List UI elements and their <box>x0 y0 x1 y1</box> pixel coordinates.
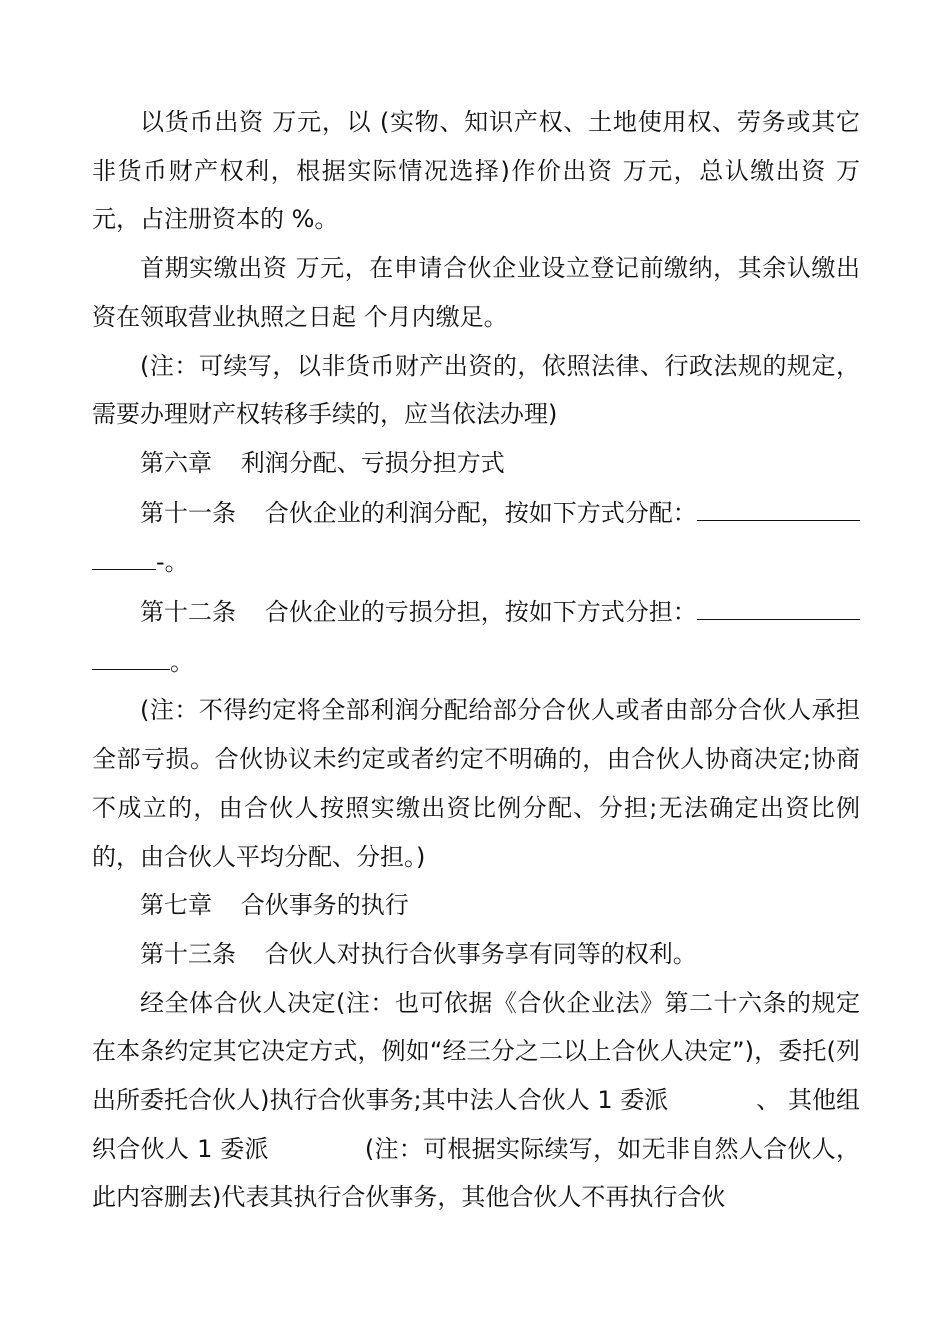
delegation-text-a: 经全体合伙人决定(注：也可依据《合伙企业法》第二十六条的规定在本条约定其它决定方式，例如“经三分之二以上合伙人决定”)，委托(列出所委托合伙人)执行合伙事务;其中法人合伙人 1 委派 <box>92 988 860 1115</box>
chapter-7-title: 合伙事务的执行 <box>240 891 409 920</box>
article-13 <box>92 930 860 979</box>
chapter-6-heading <box>92 439 860 488</box>
article-12-blank-line <box>697 587 860 620</box>
paragraph-delegation <box>92 979 860 1223</box>
chapter-6-title: 利润分配、亏损分担方式 <box>240 448 505 477</box>
article-12-number: 第十二条 <box>140 598 236 627</box>
delegation-text-c: 其他组织合伙人 1 委派 <box>92 1086 861 1163</box>
article-11-blank-line <box>697 488 860 521</box>
paragraph-note-non-monetary: (注：可续写，以非货币财产出资的，依照法律、行政法规的规定，需要办理财产权转移手续的，应当依法办理) <box>92 351 860 429</box>
paragraph-capital-contribution: 以货币出资 万元，以 (实物、知识产权、土地使用权、劳务或其它非货币财产权利，根据实际情况选择)作价出资 万元，总认缴出资 万元，占注册资本的 %。 <box>92 108 860 234</box>
article-13-text: 合伙人对执行合伙事务享有同等的权利。 <box>264 939 697 968</box>
paragraph-initial-payment: 首期实缴出资 万元，在申请合伙企业设立登记前缴纳，其余认缴出资在领取营业执照之日起 个月内缴足。 <box>92 254 860 331</box>
chapter-6-number: 第六章 <box>140 448 212 477</box>
article-11-blank-line-2 <box>92 537 156 570</box>
article-12-end: 。 <box>170 647 194 676</box>
article-12-blank-line-2 <box>92 637 170 670</box>
article-11-end: -。 <box>156 548 189 577</box>
article-11 <box>92 488 860 538</box>
article-11-number: 第十一条 <box>140 498 236 527</box>
article-11-continuation <box>92 537 860 587</box>
article-13-number: 第十三条 <box>140 939 236 968</box>
chapter-7-number: 第七章 <box>140 891 212 920</box>
delegation-text-d: (注：可根据实际续写，如无非自然人合伙人，此内容删去)代表其执行合伙事务，其他合伙人不再执行合伙 <box>92 1134 860 1212</box>
article-12-continuation <box>92 637 860 687</box>
article-11-text: 合伙企业的利润分配，按如下方式分配： <box>264 498 697 527</box>
delegation-text-b: 、 <box>756 1086 781 1115</box>
article-12-text: 合伙企业的亏损分担，按如下方式分担： <box>264 598 697 627</box>
article-12 <box>92 587 860 637</box>
chapter-7-heading <box>92 881 860 930</box>
paragraph-note-profit-loss: (注：不得约定将全部利润分配给部分合伙人或者由部分合伙人承担全部亏损。合伙协议未约定或者约定不明确的，由合伙人协商决定;协商不成立的，由合伙人按照实缴出资比例分配、分担;无法确定出资比例的，由合伙人平均分配、分担。) <box>92 696 860 871</box>
